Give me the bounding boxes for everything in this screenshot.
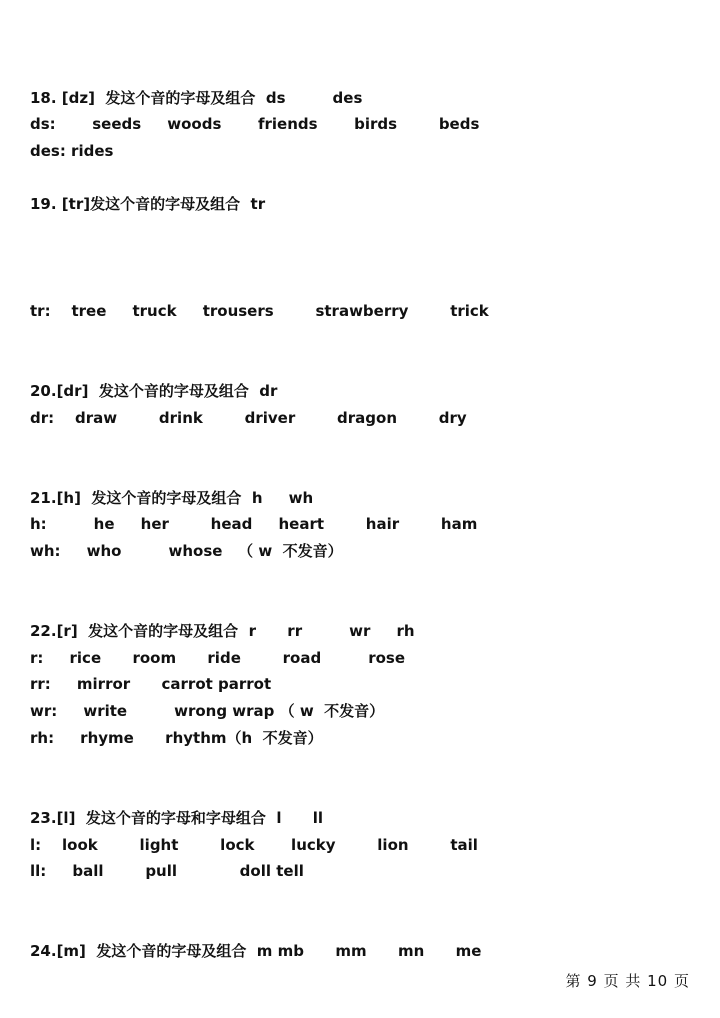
section-21-line-h: h: he her head heart hair ham [30, 515, 478, 533]
section-22-line-r: r: rice room ride road rose [30, 649, 406, 667]
section-18-line-ds: ds: seeds woods friends birds beds [30, 115, 480, 133]
section-24-heading: 24.[m] 发这个音的字母及组合 m mb mm mn me [30, 942, 482, 960]
section-22-line-rh: rh: rhyme rhythm（h 不发音） [30, 729, 323, 747]
section-18-heading: 18. [dz] 发这个音的字母及组合 ds des [30, 89, 363, 107]
page-number-footer: 第 9 页 共 10 页 [565, 972, 690, 990]
section-18-line-des: des: rides [30, 142, 114, 160]
section-20-heading: 20.[dr] 发这个音的字母及组合 dr [30, 382, 278, 400]
section-21-line-wh: wh: who whose （ w 不发音） [30, 542, 343, 560]
section-21-heading: 21.[h] 发这个音的字母及组合 h wh [30, 489, 314, 507]
section-23-heading: 23.[l] 发这个音的字母和字母组合 l ll [30, 809, 324, 827]
section-22-line-rr: rr: mirror carrot parrot [30, 675, 272, 693]
section-22-heading: 22.[r] 发这个音的字母及组合 r rr wr rh [30, 622, 415, 640]
section-20-line-dr: dr: draw drink driver dragon dry [30, 409, 467, 427]
section-23-line-l: l: look light lock lucky lion tail [30, 836, 478, 854]
section-19-heading: 19. [tr]发这个音的字母及组合 tr [30, 195, 266, 213]
section-23-line-ll: ll: ball pull doll tell [30, 862, 304, 880]
section-22-line-wr: wr: write wrong wrap （ w 不发音） [30, 702, 385, 720]
section-19-line-tr: tr: tree truck trousers strawberry trick [30, 302, 489, 320]
